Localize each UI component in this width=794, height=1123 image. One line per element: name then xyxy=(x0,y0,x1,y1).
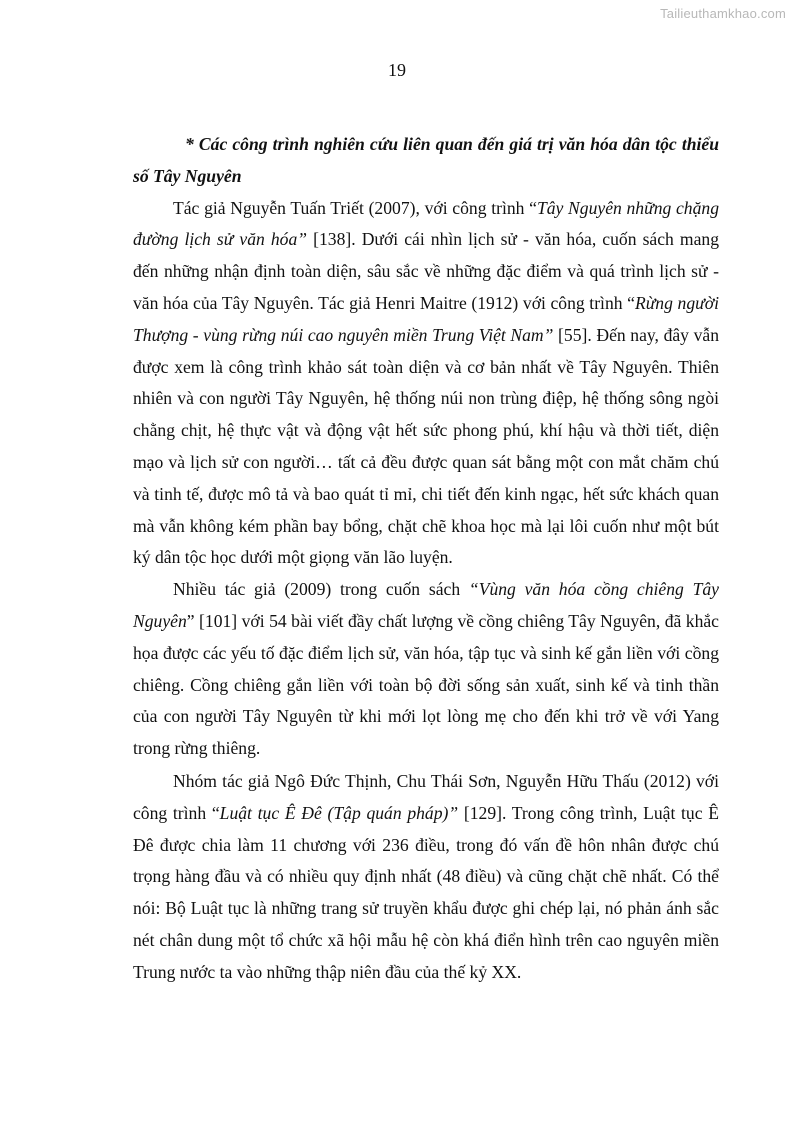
document-body xyxy=(133,129,719,989)
paragraph-1-title-1: Tây Nguyên những chặng đường lịch sử văn hóa” xyxy=(133,197,719,250)
watermark: Tailieuthamkhao.com xyxy=(660,6,786,21)
page-number: 19 xyxy=(388,60,406,80)
paragraph-3-title-1: Luật tục Ê Đê (Tập quán pháp)” xyxy=(219,802,459,823)
paragraph-2-text-2: ” [101] với 54 bài viết đầy chất lượng về cồng chiêng Tây Nguyên, đã khắc họa được các yếu tố đặc điểm lịch sử, văn hóa, tập tục và sinh kế gắn liền với cồng chiêng. Cồng chiêng gắn liền với toàn bộ đời sống sản xuất, sinh kế và tinh thần của con người Tây Nguyên từ khi mới lọt lòng mẹ cho đến khi trở về với Yang trong rừng thiêng. xyxy=(133,610,719,759)
paragraph-1-text-1: Tác giả Nguyễn Tuấn Triết (2007), với công trình “ xyxy=(173,197,537,218)
paragraph-2-text-1: Nhiều tác giả (2009) trong cuốn sách xyxy=(173,579,469,600)
paragraph-2-title-1: “Vùng văn hóa cồng chiêng Tây Nguyên xyxy=(133,579,719,631)
section-heading: * Các công trình nghiên cứu liên quan đến giá trị văn hóa dân tộc thiểu số Tây Nguyên xyxy=(133,134,719,186)
paragraph-2 xyxy=(133,574,719,765)
paragraph-1 xyxy=(133,193,719,575)
paragraph-1-title-2: Rừng người Thượng - vùng rừng núi cao nguyên miền Trung Việt Nam” xyxy=(133,292,719,345)
paragraph-1-text-2: [138]. Dưới cái nhìn lịch sử - văn hóa, cuốn sách mang đến những nhận định toàn diện, sâu sắc về những đặc điểm và quá trình lịch sử - văn hóa của Tây Nguyên. Tác giả Henri Maitre (1912) với công trình “ xyxy=(133,229,719,313)
paragraph-3 xyxy=(133,766,719,989)
paragraph-3-text-1: Nhóm tác giả Ngô Đức Thịnh, Chu Thái Sơn, Nguyễn Hữu Thấu (2012) với công trình “ xyxy=(133,770,719,823)
paragraph-1-text-3: [55]. Đến nay, đây vẫn được xem là công trình khảo sát toàn diện và cơ bản nhất về Tây Nguyên. Thiên nhiên và con người Tây Nguyên, hệ thống núi non trùng điệp, hệ thống sông ngòi chằng chịt, hệ thực vật và động vật hết sức phong phú, khí hậu và thời tiết, diện mạo và lịch sử con người… tất cả đều được quan sát bằng một con mắt chăm chú và tinh tế, được mô tả và bao quát tỉ mỉ, chi tiết đến kinh ngạc, hết sức khách quan mà vẫn không kém phần bay bổng, chặt chẽ khoa học mà lại lôi cuốn như một bút ký dân tộc học dưới một giọng văn lão luyện. xyxy=(133,324,719,568)
paragraph-3-text-2: [129]. Trong công trình, Luật tục Ê Đê được chia làm 11 chương với 236 điều, trong đó vấn đề hôn nhân được chú trọng hàng đầu và có nhiều quy định nhất (48 điều) và cũng chặt chẽ nhất. Có thể nói: Bộ Luật tục là những trang sử truyền khẩu được ghi chép lại, nó phản ánh sắc nét chân dung một tổ chức xã hội mẫu hệ còn khá điển hình trên cao nguyên miền Trung nước ta vào những thập niên đầu của thế kỷ XX. xyxy=(133,802,719,982)
